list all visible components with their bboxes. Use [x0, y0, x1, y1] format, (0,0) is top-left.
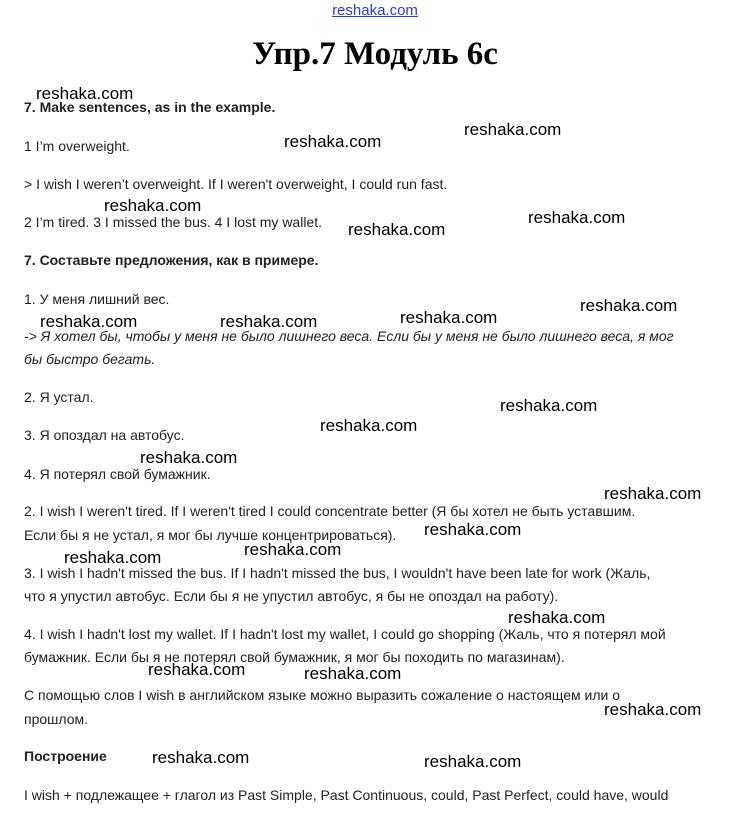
ru-item-1: 1. У меня лишний вес. — [24, 291, 170, 307]
watermark: reshaka.com — [152, 748, 250, 767]
watermark: reshaka.com — [304, 664, 402, 683]
en-items-rest: 2 I’m tired. 3 I missed the bus. 4 I lost my wallet. — [24, 214, 322, 230]
watermark: reshaka.com — [320, 416, 418, 435]
watermark: reshaka.com — [64, 548, 162, 567]
watermark: reshaka.com — [500, 396, 598, 415]
ru-example-line-2: бы быстро бегать. — [24, 351, 156, 367]
answer-4-line-2: бумажник. Если бы я не потерял свой бумажник, я мог бы походить по магазинам). — [24, 649, 565, 665]
answer-3-line-2: что я упустил автобус. Если бы я не упустил автобус, я бы не опоздал на работу). — [24, 588, 559, 604]
watermark: reshaka.com — [104, 196, 202, 215]
watermark: reshaka.com — [284, 132, 382, 151]
watermark: reshaka.com — [508, 608, 606, 627]
watermark: reshaka.com — [36, 84, 134, 103]
ru-item-4: 4. Я потерял свой бумажник. — [24, 466, 211, 482]
answer-4-line-1: 4. I wish I hadn't lost my wallet. If I hadn't lost my wallet, I could go shopping (Жаль, что я потерял мой — [24, 626, 666, 642]
note-line-2: прошлом. — [24, 711, 89, 727]
watermark: reshaka.com — [148, 660, 246, 679]
watermark: reshaka.com — [400, 308, 498, 327]
section-heading: Построение — [24, 748, 107, 764]
site-link[interactable]: reshaka.com — [332, 2, 418, 19]
watermark: reshaka.com — [424, 520, 522, 539]
note-line-1: С помощью слов I wish в английском языке можно выразить сожаление о настоящем или о — [24, 687, 621, 703]
watermark: reshaka.com — [40, 312, 138, 331]
ru-item-2: 2. Я устал. — [24, 389, 94, 405]
page-title: Упр.7 Модуль 6с — [252, 36, 498, 72]
answer-2-line-1: 2. I wish I weren't tired. If I weren't tired I could concentrate better (Я бы хотел не быть уставшим. — [24, 503, 636, 519]
watermark: reshaka.com — [528, 208, 626, 227]
watermark: reshaka.com — [464, 120, 562, 139]
watermark: reshaka.com — [604, 484, 702, 503]
watermark: reshaka.com — [140, 448, 238, 467]
ru-example-line-1: -> Я хотел бы, чтобы у меня не было лишнего веса. Если бы у меня не было лишнего веса, я мог — [24, 328, 674, 344]
en-example: > I wish I weren’t overweight. If I weren't overweight, I could run fast. — [24, 176, 448, 192]
watermark: reshaka.com — [604, 700, 702, 719]
ru-task-heading: 7. Составьте предложения, как в примере. — [24, 252, 319, 268]
watermark: reshaka.com — [424, 752, 522, 771]
answer-2-line-2: Если бы я не устал, я мог бы лучше концентрироваться). — [24, 527, 397, 543]
ru-item-3: 3. Я опоздал на автобус. — [24, 427, 185, 443]
watermark: reshaka.com — [220, 312, 318, 331]
watermark: reshaka.com — [348, 220, 446, 239]
formula-line: I wish + подлежащее + глагол из Past Simple, Past Continuous, could, Past Perfect, could have, would — [24, 787, 669, 803]
watermark: reshaka.com — [580, 296, 678, 315]
en-item-1: 1 I’m overweight. — [24, 138, 130, 154]
answer-3-line-1: 3. I wish I hadn't missed the bus. If I hadn't missed the bus, I wouldn't have been late for work (Жаль, — [24, 565, 651, 581]
en-task-heading: 7. Make sentences, as in the example. — [24, 99, 276, 115]
watermark: reshaka.com — [244, 540, 342, 559]
